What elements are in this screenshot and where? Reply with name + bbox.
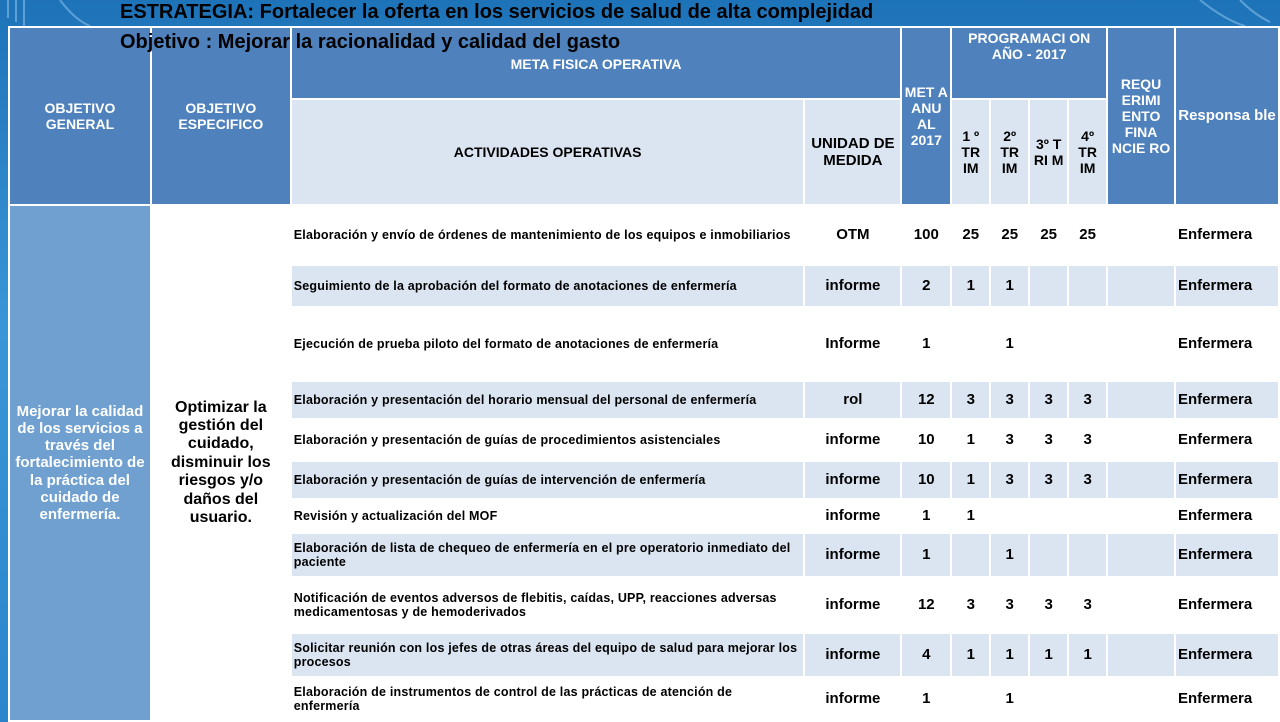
trim1-cell: 3: [951, 381, 990, 419]
activity-cell: Seguimiento de la aprobación del formato de anotaciones de enfermería: [291, 265, 805, 307]
header-actividades: ACTIVIDADES OPERATIVAS: [291, 99, 805, 205]
slide-title-objective: Objetivo : Mejorar la racionalidad y calidad del gasto: [120, 31, 621, 53]
requirement-cell: [1107, 265, 1175, 307]
trim2-cell: 25: [990, 205, 1029, 265]
requirement-cell: [1107, 577, 1175, 633]
annual-goal-cell: 100: [901, 205, 951, 265]
responsible-cell: Enfermera: [1175, 577, 1279, 633]
requirement-cell: [1107, 307, 1175, 381]
objetivo-general-cell: Mejorar la calidad de los servicios a través del fortalecimiento de la práctica del cuidado de enfermería.: [9, 205, 151, 721]
trim2-cell: 1: [990, 265, 1029, 307]
slide-title-strategy: ESTRATEGIA: Fortalecer la oferta en los servicios de salud de alta complejidad: [120, 1, 874, 23]
trim1-cell: [951, 533, 990, 577]
header-trim3: 3º T RI M: [1029, 99, 1068, 205]
annual-goal-cell: 1: [901, 677, 951, 721]
trim4-cell: 3: [1068, 461, 1107, 499]
header-requerimiento: REQU ERIMI ENTO FINA NCIE RO: [1107, 27, 1175, 205]
unit-cell: informe: [804, 577, 901, 633]
trim1-cell: [951, 307, 990, 381]
requirement-cell: [1107, 633, 1175, 677]
header-responsable: Responsa ble: [1175, 27, 1279, 205]
trim3-cell: 3: [1029, 461, 1068, 499]
activity-cell: Ejecución de prueba piloto del formato de anotaciones de enfermería: [291, 307, 805, 381]
trim4-cell: [1068, 677, 1107, 721]
trim4-cell: 3: [1068, 381, 1107, 419]
trim1-cell: 1: [951, 419, 990, 461]
trim2-cell: 3: [990, 381, 1029, 419]
activity-cell: Elaboración y presentación del horario mensual del personal de enfermería: [291, 381, 805, 419]
trim4-cell: 1: [1068, 633, 1107, 677]
header-trim2: 2º TR IM: [990, 99, 1029, 205]
unit-cell: informe: [804, 419, 901, 461]
trim2-cell: 3: [990, 419, 1029, 461]
trim1-cell: 1: [951, 461, 990, 499]
annual-goal-cell: 1: [901, 499, 951, 533]
trim4-cell: [1068, 265, 1107, 307]
annual-goal-cell: 10: [901, 419, 951, 461]
activity-cell: Elaboración y presentación de guías de procedimientos asistenciales: [291, 419, 805, 461]
trim3-cell: 1: [1029, 633, 1068, 677]
responsible-cell: Enfermera: [1175, 419, 1279, 461]
trim1-cell: 1: [951, 499, 990, 533]
trim3-cell: 3: [1029, 577, 1068, 633]
trim2-cell: 3: [990, 461, 1029, 499]
unit-cell: informe: [804, 677, 901, 721]
trim2-cell: 1: [990, 533, 1029, 577]
trim1-cell: [951, 677, 990, 721]
annual-goal-cell: 4: [901, 633, 951, 677]
activity-cell: Elaboración de instrumentos de control de las prácticas de atención de enfermería: [291, 677, 805, 721]
unit-cell: informe: [804, 499, 901, 533]
trim2-cell: 1: [990, 633, 1029, 677]
header-meta-anual: MET A ANU AL 2017: [901, 27, 951, 205]
trim3-cell: [1029, 499, 1068, 533]
responsible-cell: Enfermera: [1175, 307, 1279, 381]
header-objetivo-general: OBJETIVO GENERAL: [9, 27, 151, 205]
header-unidad: UNIDAD DE MEDIDA: [804, 99, 901, 205]
unit-cell: OTM: [804, 205, 901, 265]
trim4-cell: 25: [1068, 205, 1107, 265]
trim4-cell: 3: [1068, 577, 1107, 633]
responsible-cell: Enfermera: [1175, 265, 1279, 307]
responsible-cell: Enfermera: [1175, 677, 1279, 721]
responsible-cell: Enfermera: [1175, 205, 1279, 265]
responsible-cell: Enfermera: [1175, 499, 1279, 533]
unit-cell: rol: [804, 381, 901, 419]
activity-cell: Elaboración y presentación de guías de intervención de enfermería: [291, 461, 805, 499]
activity-cell: Elaboración y envío de órdenes de mantenimiento de los equipos e inmobiliarios: [291, 205, 805, 265]
trim4-cell: [1068, 533, 1107, 577]
unit-cell: informe: [804, 533, 901, 577]
unit-cell: informe: [804, 461, 901, 499]
unit-cell: informe: [804, 265, 901, 307]
requirement-cell: [1107, 677, 1175, 721]
activity-cell: Notificación de eventos adversos de flebitis, caídas, UPP, reacciones adversas medicamentosas y de hemoderivados: [291, 577, 805, 633]
responsible-cell: Enfermera: [1175, 633, 1279, 677]
header-meta-fisica: META FISICA OPERATIVA: [291, 27, 902, 99]
trim4-cell: [1068, 307, 1107, 381]
table-row: [9, 205, 1279, 265]
requirement-cell: [1107, 205, 1175, 265]
trim3-cell: [1029, 307, 1068, 381]
objetivo-especifico-cell: Optimizar la gestión del cuidado, disminuir los riesgos y/o daños del usuario.: [151, 205, 291, 721]
annual-goal-cell: 12: [901, 381, 951, 419]
trim1-cell: 3: [951, 577, 990, 633]
responsible-cell: Enfermera: [1175, 461, 1279, 499]
activity-cell: Solicitar reunión con los jefes de otras áreas del equipo de salud para mejorar los procesos: [291, 633, 805, 677]
header-trim4: 4º TR IM: [1068, 99, 1107, 205]
trim3-cell: [1029, 533, 1068, 577]
annual-goal-cell: 2: [901, 265, 951, 307]
annual-goal-cell: 10: [901, 461, 951, 499]
trim2-cell: [990, 499, 1029, 533]
trim3-cell: [1029, 677, 1068, 721]
requirement-cell: [1107, 499, 1175, 533]
operational-plan-table: [8, 26, 1280, 722]
trim4-cell: 3: [1068, 419, 1107, 461]
unit-cell: informe: [804, 633, 901, 677]
trim3-cell: [1029, 265, 1068, 307]
trim2-cell: 1: [990, 677, 1029, 721]
activity-cell: Elaboración de lista de chequeo de enfermería en el pre operatorio inmediato del paciente: [291, 533, 805, 577]
unit-cell: Informe: [804, 307, 901, 381]
trim2-cell: 3: [990, 577, 1029, 633]
activity-cell: Revisión y actualización del MOF: [291, 499, 805, 533]
annual-goal-cell: 1: [901, 533, 951, 577]
trim4-cell: [1068, 499, 1107, 533]
trim1-cell: 25: [951, 205, 990, 265]
header-trim1: 1 º TR IM: [951, 99, 990, 205]
trim1-cell: 1: [951, 633, 990, 677]
requirement-cell: [1107, 381, 1175, 419]
trim3-cell: 3: [1029, 419, 1068, 461]
trim1-cell: 1: [951, 265, 990, 307]
trim3-cell: 25: [1029, 205, 1068, 265]
header-programacion: PROGRAMACI ON AÑO - 2017: [951, 27, 1107, 99]
annual-goal-cell: 1: [901, 307, 951, 381]
annual-goal-cell: 12: [901, 577, 951, 633]
requirement-cell: [1107, 419, 1175, 461]
requirement-cell: [1107, 461, 1175, 499]
responsible-cell: Enfermera: [1175, 381, 1279, 419]
trim3-cell: 3: [1029, 381, 1068, 419]
requirement-cell: [1107, 533, 1175, 577]
responsible-cell: Enfermera: [1175, 533, 1279, 577]
trim2-cell: 1: [990, 307, 1029, 381]
header-objetivo-especifico: OBJETIVO ESPECIFICO: [151, 27, 291, 205]
